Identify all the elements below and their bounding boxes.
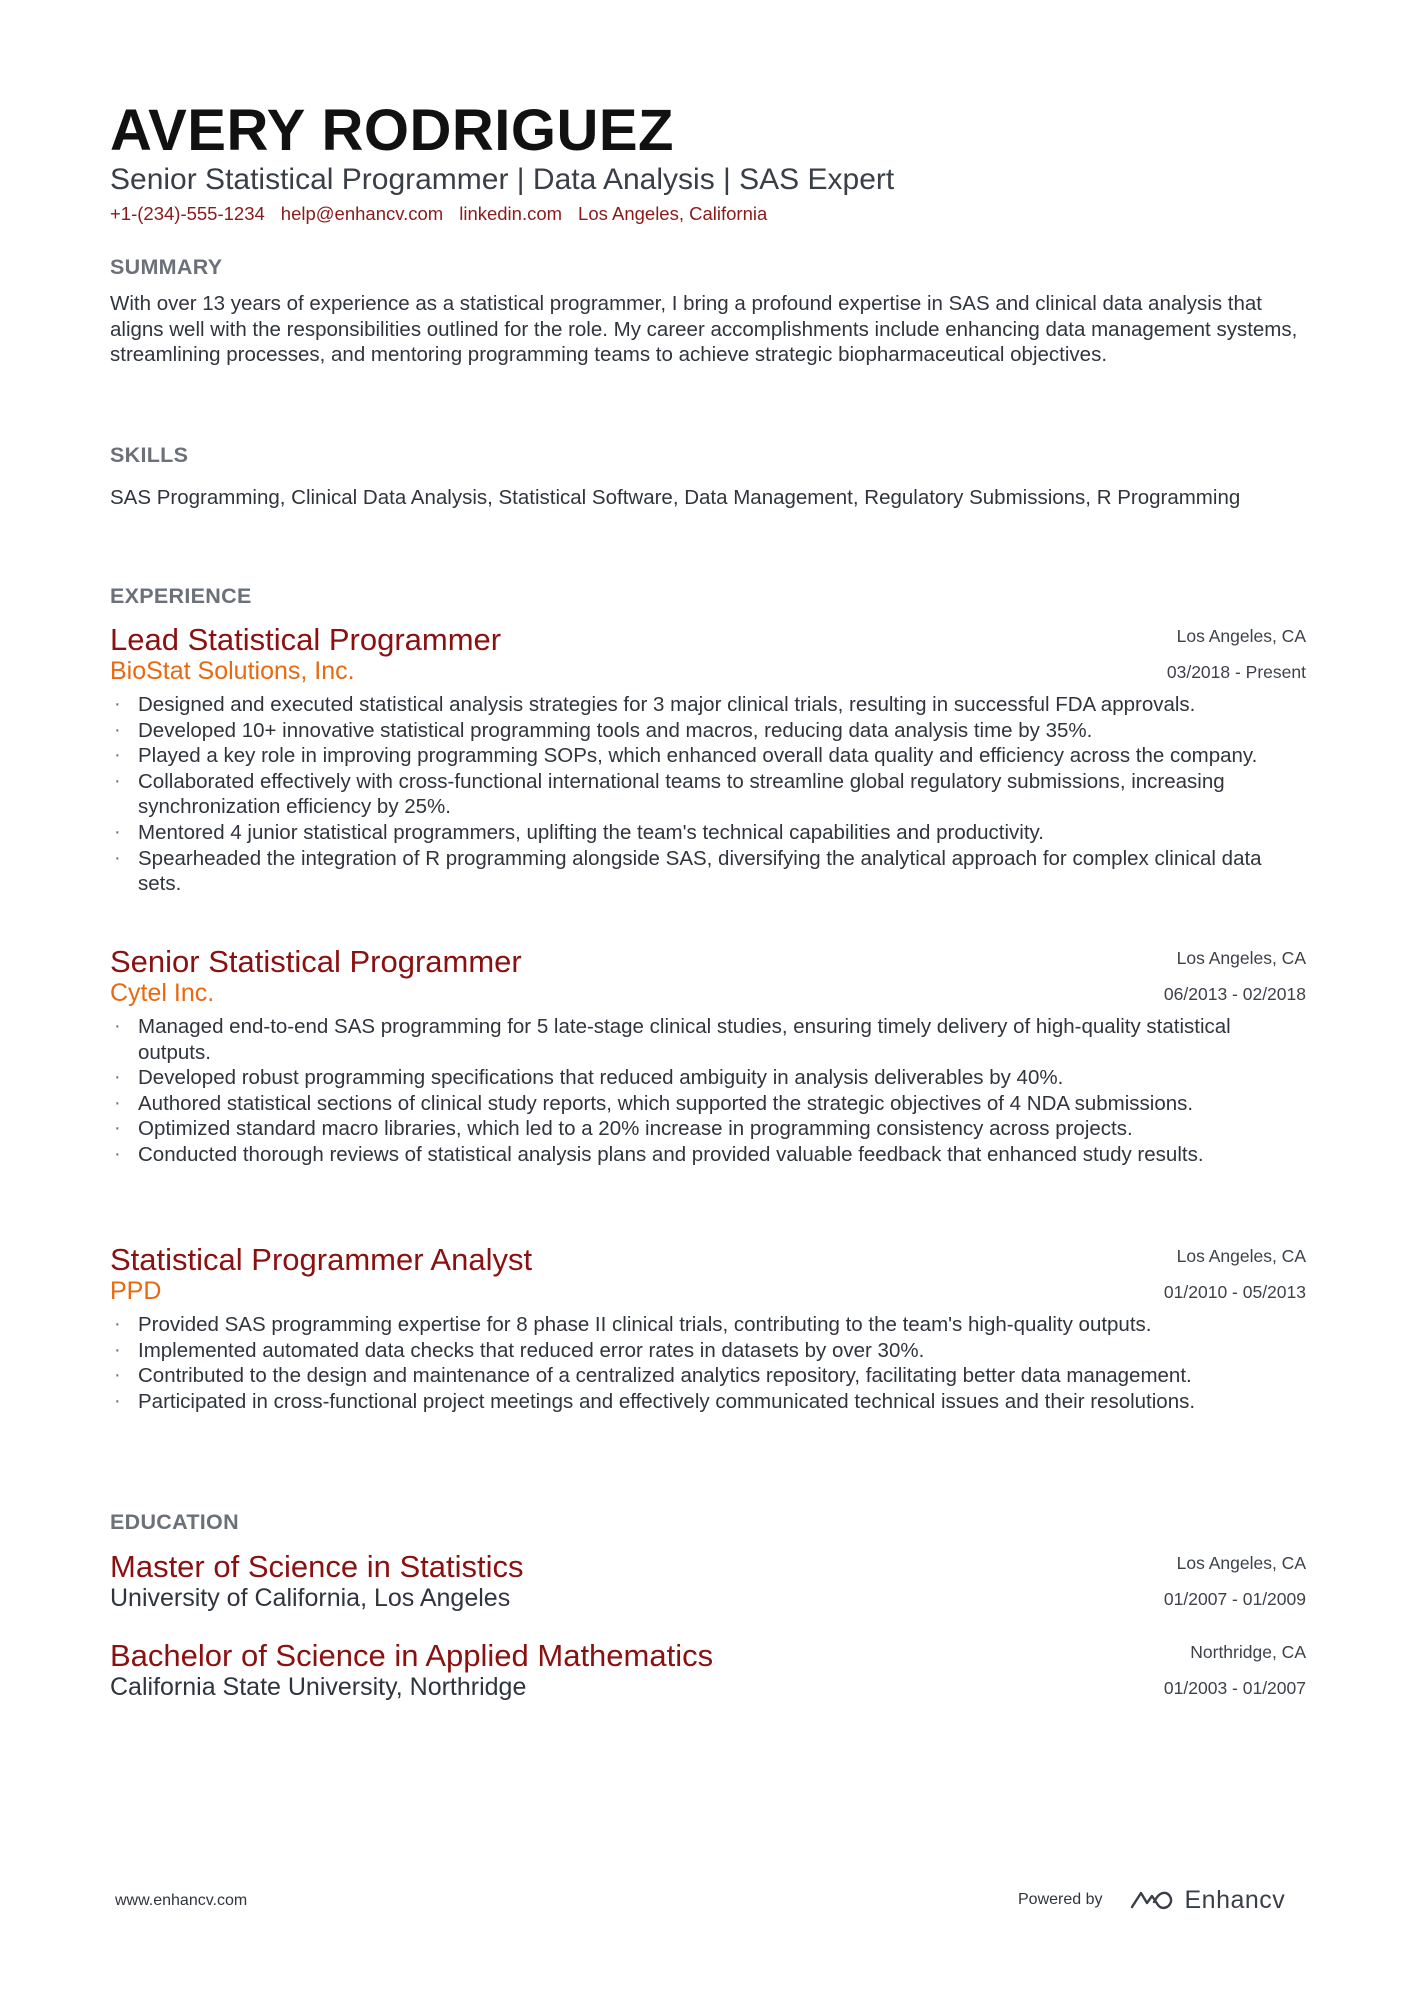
education-dates: 01/2007 - 01/2009 <box>1163 1589 1306 1609</box>
summary-text: With over 13 years of experience as a statistical programmer, I bring a profound expertise in SAS and clinical data analysis that aligns well with the responsibilities outlined for the role. My career accomplishments include enhancing data management systems, streamlining processes, and mentoring programming teams to achieve strategic biopharmaceutical objectives. <box>110 292 1298 367</box>
contact-phone[interactable]: +1-(234)-555-1234 <box>110 203 265 224</box>
job-bullet: · Designed and executed statistical analysis strategies for 3 major clinical trials, resulting in successful FDA approvals. <box>110 692 1306 718</box>
candidate-name: AVERY RODRIGUEZ <box>110 98 674 163</box>
job-bullet: · Optimized standard macro libraries, which led to a 20% increase in programming consistency across projects. <box>110 1116 1306 1142</box>
job-title: Senior Statistical Programmer <box>110 944 522 979</box>
education-heading: EDUCATION <box>110 1510 239 1534</box>
contact-linkedin[interactable]: linkedin.com <box>459 203 563 224</box>
job-bullet: · Authored statistical sections of clinical study reports, which supported the strategic objectives of 4 NDA submissions. <box>110 1091 1306 1117</box>
contact-info <box>110 200 783 228</box>
job-dates: 06/2013 - 02/2018 <box>1163 984 1306 1004</box>
job-bullet: · Conducted thorough reviews of statistical analysis plans and provided valuable feedback that enhanced study results. <box>110 1142 1306 1168</box>
contact-location: Los Angeles, California <box>578 203 768 224</box>
job-bullet: · Played a key role in improving programming SOPs, which enhanced overall data quality and efficiency across the company. <box>110 743 1306 769</box>
job-bullets <box>110 1312 1306 1414</box>
job-bullet: · Implemented automated data checks that reduced error rates in datasets by over 30%. <box>110 1338 1306 1364</box>
enhancv-logo-icon <box>1129 1887 1175 1913</box>
job-location: Los Angeles, CA <box>1176 626 1306 646</box>
job-bullet: · Spearheaded the integration of R programming alongside SAS, diversifying the analytical approach for complex clinical data sets. <box>110 846 1306 897</box>
degree-title: Bachelor of Science in Applied Mathematics <box>110 1638 714 1673</box>
company-name: Cytel Inc. <box>110 979 215 1007</box>
job-bullets <box>110 1014 1306 1168</box>
school-name: University of California, Los Angeles <box>110 1584 511 1612</box>
job-bullet: · Collaborated effectively with cross-functional international teams to streamline global regulatory submissions, increasing synchronization efficiency by 25%. <box>110 769 1306 820</box>
job-title: Lead Statistical Programmer <box>110 622 502 657</box>
footer-website[interactable]: www.enhancv.com <box>115 1892 248 1909</box>
job-bullet: · Provided SAS programming expertise for 8 phase II clinical trials, contributing to the team's high-quality outputs. <box>110 1312 1306 1338</box>
skills-text: SAS Programming, Clinical Data Analysis, Statistical Software, Data Management, Regulatory Submissions, R Programming <box>110 486 1241 509</box>
job-bullets <box>110 692 1306 897</box>
experience-heading: EXPERIENCE <box>110 584 252 608</box>
company-name: PPD <box>110 1277 162 1305</box>
job-bullet: · Contributed to the design and maintenance of a centralized analytics repository, facilitating better data management. <box>110 1363 1306 1389</box>
company-name: BioStat Solutions, Inc. <box>110 657 355 685</box>
school-name: California State University, Northridge <box>110 1673 527 1701</box>
job-bullet: · Developed 10+ innovative statistical programming tools and macros, reducing data analysis time by 35%. <box>110 718 1306 744</box>
job-bullet: · Developed robust programming specifications that reduced ambiguity in analysis deliverables by 40%. <box>110 1065 1306 1091</box>
skills-heading: SKILLS <box>110 443 189 467</box>
job-location: Los Angeles, CA <box>1176 1246 1306 1266</box>
education-location: Los Angeles, CA <box>1176 1553 1306 1573</box>
powered-by-label: Powered by <box>1018 1891 1103 1908</box>
job-bullet: · Participated in cross-functional project meetings and effectively communicated technical issues and their resolutions. <box>110 1389 1306 1415</box>
job-bullet: · Managed end-to-end SAS programming for 5 late-stage clinical studies, ensuring timely delivery of high-quality statistical outputs. <box>110 1014 1306 1065</box>
degree-title: Master of Science in Statistics <box>110 1549 524 1584</box>
summary-heading: SUMMARY <box>110 255 223 279</box>
brand-name[interactable]: Enhancv <box>1184 1885 1286 1914</box>
contact-email[interactable]: help@enhancv.com <box>280 203 444 224</box>
job-title: Statistical Programmer Analyst <box>110 1242 533 1277</box>
education-dates: 01/2003 - 01/2007 <box>1163 1678 1306 1698</box>
job-location: Los Angeles, CA <box>1176 948 1306 968</box>
footer-branding <box>1018 1883 1285 1917</box>
candidate-headline: Senior Statistical Programmer | Data Analysis | SAS Expert <box>110 163 895 196</box>
job-dates: 03/2018 - Present <box>1166 662 1306 682</box>
job-dates: 01/2010 - 05/2013 <box>1163 1282 1306 1302</box>
education-location: Northridge, CA <box>1190 1642 1306 1662</box>
job-bullet: · Mentored 4 junior statistical programmers, uplifting the team's technical capabilities and productivity. <box>110 820 1306 846</box>
